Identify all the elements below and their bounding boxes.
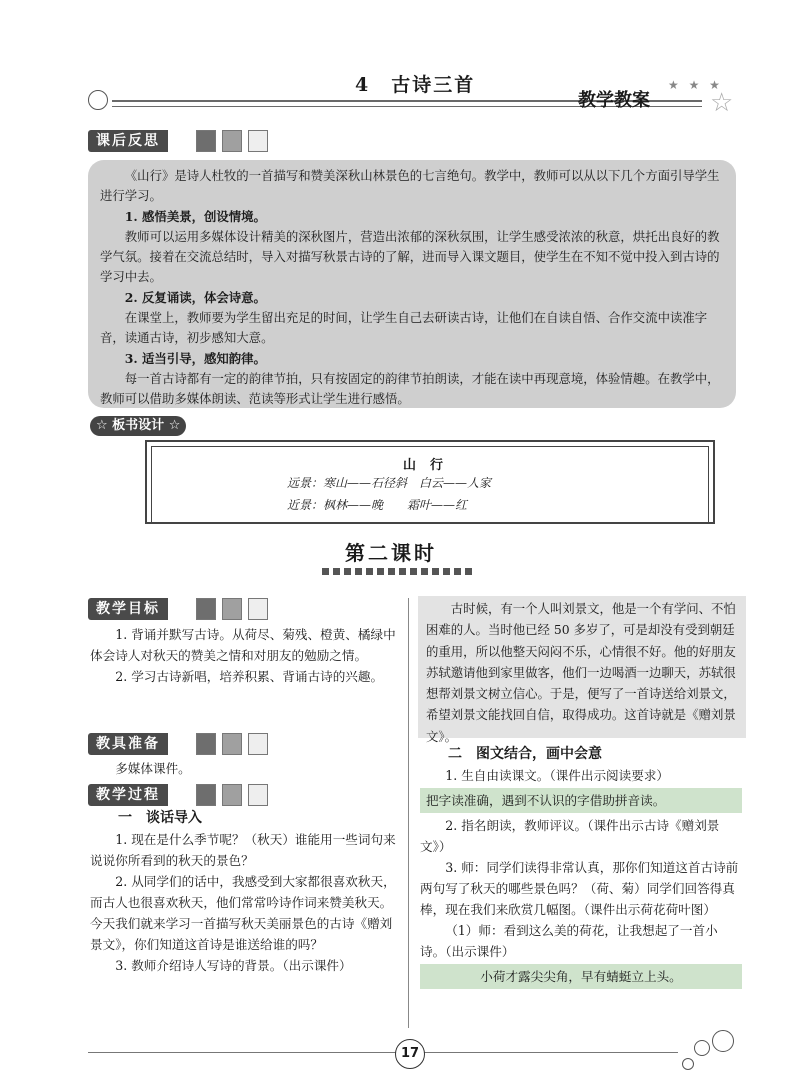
reflection-label: 课后反思	[88, 130, 168, 152]
story-box	[418, 596, 746, 744]
board-design-frame	[145, 440, 715, 524]
bubble-icon	[712, 1030, 734, 1052]
reflection-intro: 《山行》是诗人杜牧的一首描写和赞美深秋山林景色的七言绝句。教学中，教师可以从以下几个方面引导学生进行学习。	[100, 168, 720, 204]
label-square-icon	[222, 598, 242, 620]
label-square-icon	[196, 598, 216, 620]
reflection-point-1-title: 1. 感悟美景，创设情境。	[124, 208, 266, 224]
poem-line-highlight: 小荷才露尖尖角，早有蜻蜓立上头。	[420, 964, 742, 989]
header-badge: 教学教案	[578, 90, 650, 111]
board-design-label: ☆ 板书设计 ☆	[90, 416, 186, 436]
reflection-point-3-title: 3. 适当引导，感知韵律。	[124, 350, 266, 366]
question-1: 1. 现在是什么季节呢？（秋天）谁能用一些词句来说说你所看到的秋天的景色？	[90, 832, 396, 868]
page-number: 17	[395, 1039, 425, 1069]
process-text	[90, 808, 402, 976]
read-2: 2. 指名朗读，教师评议。（课件出示古诗《赠刘景文》）	[420, 818, 720, 854]
chapter-title: 4 古诗三首	[355, 74, 476, 96]
label-square-icon	[248, 598, 268, 620]
bubble-icon	[694, 1040, 710, 1056]
label-square-icon	[248, 784, 268, 806]
story-text: 古时候，有一个人叫刘景文，他是一个有学问、不怕困难的人。当时他已经 50 多岁了，可是却没有受到朝廷的重用，所以他整天闷闷不乐，心情很不好。他的好朋友苏轼邀请他到家里做客，他们一边喝酒一边聊天，苏轼很想帮刘景文树立信心。于是，便写了一首诗送给刘景文，希望刘景文能找回自信，取得成功。这首诗就是《赠刘景文》。	[426, 601, 736, 744]
question-3: 3. 教师介绍诗人写诗的背景。（出示课件）	[115, 958, 352, 973]
board-line-near: 近景：枫林——晚 霜叶——红	[287, 498, 468, 512]
star-icon: ★ ★ ★	[668, 78, 723, 92]
goals-text	[90, 624, 402, 687]
label-square-icon	[248, 130, 268, 152]
reflection-box	[88, 160, 736, 408]
bubble-icon	[682, 1058, 694, 1070]
process-label: 教学过程	[88, 784, 168, 806]
reflection-point-2-title: 2. 反复诵读，体会诗意。	[124, 289, 266, 305]
label-square-icon	[196, 784, 216, 806]
header-ornament-circle	[88, 90, 108, 110]
tools-text	[90, 758, 402, 779]
goals-label: 教学目标	[88, 598, 168, 620]
step-2-title: 二 图文结合，画中会意	[448, 746, 602, 762]
tools-value: 多媒体课件。	[115, 761, 191, 776]
read-1: 1. 生自由读课文。（课件出示阅读要求）	[445, 768, 670, 783]
read-3: 3. 师：同学们读得非常认真，那你们知道这首古诗前两句写了秋天的哪些景色吗？（荷、菊）同学们回答得真棒，现在我们来欣赏几幅图。（课件出示荷花荷叶图）	[420, 860, 739, 917]
right-process-text	[420, 744, 742, 991]
footer-rule	[88, 1052, 678, 1053]
label-square-icon	[196, 130, 216, 152]
question-2: 2. 从同学们的话中，我感受到大家都很喜欢秋天，而古人也很喜欢秋天，他们常常吟诗作词来赞美秋天。今天我们就来学习一首描写秋天美丽景色的古诗《赠刘景文》，你们知道这首诗是谁送给谁的吗？	[90, 874, 396, 952]
lesson-title: 第二课时	[345, 541, 437, 565]
reflection-point-1-body: 教师可以运用多媒体设计精美的深秋图片，营造出浓郁的深秋氛围，让学生感受浓浓的秋意，烘托出良好的教学气氛。接着在交流总结时，导入对描写秋景古诗的了解，进而导入课文题目，使学生在不知不觉中投入到古诗的学习中去。	[100, 228, 720, 285]
read-4: （1）师：看到这么美的荷花，让我想起了一首小诗。（出示课件）	[420, 923, 718, 959]
reflection-point-3-body: 每一首古诗都有一定的韵律节拍，只有按固定的韵律节拍朗读，才能在读中再现意境，体验情趣。在教学中，教师可以借助多媒体朗读、范读等形式让学生进行感悟。	[100, 370, 720, 407]
step-1-title: 一 谈话导入	[118, 810, 202, 826]
label-square-icon	[222, 733, 242, 755]
label-square-icon	[222, 784, 242, 806]
board-title: 山行	[402, 458, 457, 473]
column-divider	[408, 598, 409, 1028]
tools-label: 教具准备	[88, 733, 168, 755]
label-square-icon	[222, 130, 242, 152]
reflection-point-2-body: 在课堂上，教师要为学生留出充足的时间，让学生自己去研读古诗，让他们在自读自悟、合作交流中读准字音，读通古诗，初步感知大意。	[100, 310, 708, 346]
read-requirement-highlight: 把字读准确，遇到不认识的字借助拼音读。	[420, 788, 742, 813]
label-square-icon	[196, 733, 216, 755]
lesson-divider	[322, 568, 472, 575]
goal-2: 2. 学习古诗新唱，培养积累、背诵古诗的兴趣。	[115, 669, 384, 684]
star-outline-icon: ☆	[710, 88, 734, 118]
board-line-far: 远景：寒山——石径斜 白云——人家	[287, 476, 492, 490]
label-square-icon	[248, 733, 268, 755]
goal-1: 1. 背诵并默写古诗。从荷尽、菊残、橙黄、橘绿中体会诗人对秋天的赞美之情和对朋友的勉励之情。	[90, 627, 396, 663]
